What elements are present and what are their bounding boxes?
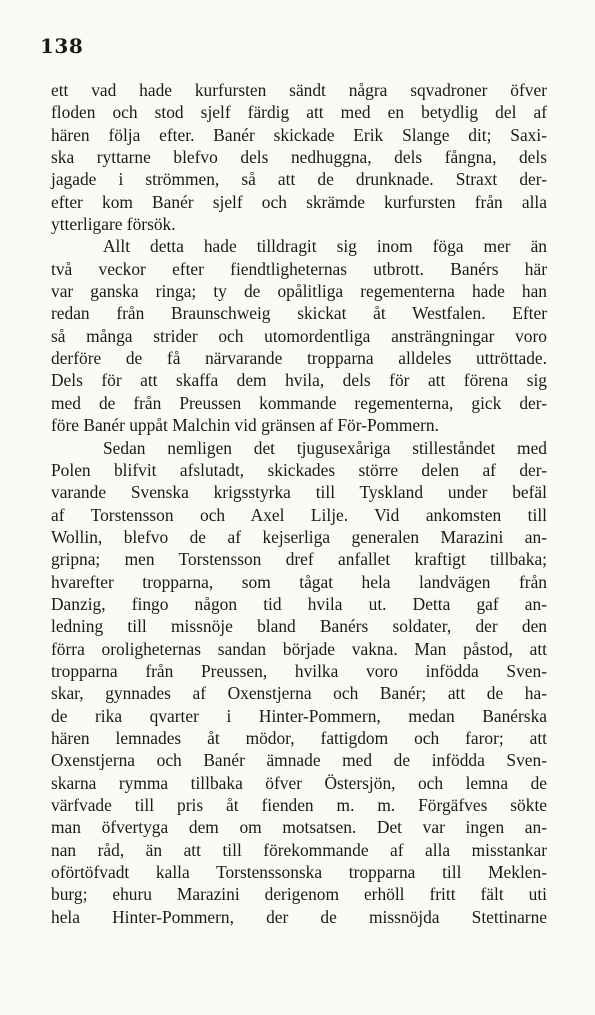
text-line: floden och stod sjelf färdig att med en betydlig del af (51, 102, 547, 123)
text-line: burg; ehuru Marazini derigenom erhöll fritt fält uti (51, 884, 547, 905)
text-line: nan råd, än att till förekommande af alla misstankar (51, 839, 547, 860)
text-line: ledning till missnöje bland Banérs soldater, der den (51, 616, 547, 637)
text-line: Sedan nemligen det tjugusexåriga stilleståndet med (103, 437, 547, 458)
text-line: varande Svenska krigsstyrka till Tyskland under befäl (51, 482, 547, 503)
text-line: jagade i strömmen, så att de drunknade. Straxt der- (51, 169, 547, 190)
text-line: skar, gynnades af Oxenstjerna och Banér; att de ha- (51, 683, 547, 704)
text-line: Wollin, blefvo de af kejserliga generalen Marazini an- (51, 526, 547, 547)
text-line: derföre de få närvarande tropparna alldeles uttröttade. (51, 348, 547, 369)
text-line: hela Hinter-Pommern, der de missnöjda Stettinarne (51, 906, 547, 927)
text-line: före Banér uppåt Malchin vid gränsen af För-Pommern. (51, 415, 439, 436)
text-line: skarna rymma tillbaka öfver Östersjön, och lemna de (51, 772, 547, 793)
text-line: med de från Preussen kommande regementerna, gick der- (51, 392, 547, 413)
text-line: man öfvertyga dem om motsatsen. Det var ingen an- (51, 817, 547, 838)
text-line: Danzig, fingo någon tid hvila ut. Detta gaf an- (51, 593, 547, 614)
text-line: ytterligare försök. (51, 214, 176, 235)
page-number: 138 (40, 34, 84, 58)
text-line: de rika qvarter i Hinter-Pommern, medan Banérska (51, 705, 547, 726)
text-line: Oxenstjerna och Banér ämnade med de infödda Sven- (51, 750, 547, 771)
text-line: värfvade till pris åt fienden m. m. Förgäfves sökte (51, 795, 547, 815)
text-line: hären följa efter. Banér skickade Erik Slange dit; Saxi- (51, 124, 547, 145)
text-line: redan från Braunschweig skickat åt Westfalen. Efter (51, 303, 547, 324)
text-line: Polen blifvit afslutadt, skickades större delen af der- (51, 459, 547, 480)
text-line: hvarefter tropparna, som tågat hela landvägen från (51, 571, 547, 592)
text-line: gripna; men Torstensson dref anfallet kraftigt tillbaka; (51, 549, 547, 570)
text-line: två veckor efter fiendtligheternas utbrott. Banérs här (51, 258, 547, 279)
text-line: så många strider och utomordentliga ansträngningar voro (51, 325, 547, 346)
body-text (51, 79, 547, 928)
text-line: ett vad hade kurfursten sändt några sqvadroner öfver (51, 80, 547, 100)
text-line: var ganska ringa; ty de opålitliga regementerna hade han (51, 281, 547, 302)
text-line: oförtöfvadt kalla Torstenssonska tropparna till Meklen- (51, 862, 547, 883)
text-line: förra oroligheternas sandan började vakna. Man påstod, att (51, 638, 547, 659)
text-line: efter kom Banér sjelf och skrämde kurfursten från alla (51, 191, 547, 212)
text-line: ska ryttarne blefvo dels nedhuggna, dels fångna, dels (51, 147, 547, 168)
text-line: Allt detta hade tilldragit sig inom föga mer än (103, 236, 547, 257)
text-line: Dels för att skaffa dem hvila, dels för att förena sig (51, 370, 547, 391)
text-line: af Torstensson och Axel Lilje. Vid ankomsten till (51, 504, 547, 525)
text-line: tropparna från Preussen, hvilka voro infödda Sven- (51, 660, 547, 681)
text-line: hären lemnades åt mödor, fattigdom och faror; att (51, 727, 547, 748)
